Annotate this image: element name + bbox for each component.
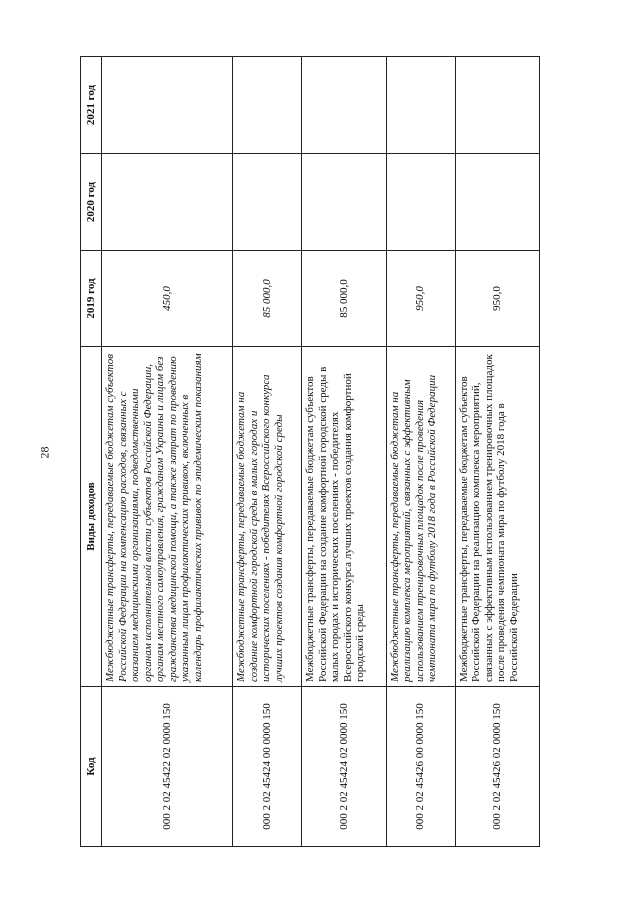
row-value-2020 [102,154,233,251]
row-code: 000 2 02 45422 02 0000 150 [102,687,233,847]
rotated-table-container [80,57,540,847]
row-code: 000 2 02 45426 00 0000 150 [386,687,455,847]
row-value-2019: 950,0 [455,251,539,347]
row-value-2020 [233,154,302,251]
row-value-2021 [386,57,455,154]
row-value-2020 [302,154,386,251]
table-row [455,57,539,847]
header-2020: 2020 год [81,154,102,251]
header-code: Код [81,687,102,847]
row-value-2021 [102,57,233,154]
row-code: 000 2 02 45426 02 0000 150 [455,687,539,847]
table-row [386,57,455,847]
row-value-2020 [455,154,539,251]
row-description: Межбюджетные трансферты, передаваемые бюджетам субъектов Российской Федерации на создание комфортной городской среды в малых городах и исторических поселениях - победителях Всероссийского конкурса лучших проектов создания комфортной городской среды [302,347,386,687]
row-value-2019: 950,0 [386,251,455,347]
row-value-2021 [302,57,386,154]
row-value-2021 [233,57,302,154]
row-description: Межбюджетные трансферты, передаваемые бюджетам на реализацию комплекса мероприятий, связанных с эффективным использованием тренировочных площадок после проведения чемпионата мира по футболу 2018 года в Российской Федерации [386,347,455,687]
header-2019: 2019 год [81,251,102,347]
revenue-table [80,56,540,847]
row-value-2021 [455,57,539,154]
page-number: 28 [37,446,52,459]
row-value-2019: 85 000,0 [302,251,386,347]
table-header-row [81,57,102,847]
row-value-2019: 450,0 [102,251,233,347]
table-row [233,57,302,847]
header-2021: 2021 год [81,57,102,154]
row-description: Межбюджетные трансферты, передаваемые бюджетам субъектов Российской Федерации на реализацию комплекса мероприятий, связанных с эффективным использованием тренировочных площадок после проведения чемпионата мира по футболу 2018 года в Российской Федерации [455,347,539,687]
row-description: Межбюджетные трансферты, передаваемые бюджетам на создание комфортной городской среды в малых городах и исторических поселениях - победителях Всероссийского конкурса лучших проектов создания комфортной городской среды [233,347,302,687]
row-value-2020 [386,154,455,251]
row-description: Межбюджетные трансферты, передаваемые бюджетам субъектов Российской Федерации на компенсацию расходов, связанных с оказанием медицинскими организациями, подведомственными органам исполнительной власти субъектов Российской Федерации, органам местного самоуправления, гражданам Украины и лицам без гражданства медицинской помощи, а также затрат по проведению указанным лицам профилактических прививок, включенных в календарь профилактических прививок по эпидемическим показаниям [102,347,233,687]
row-code: 000 2 02 45424 02 0000 150 [302,687,386,847]
header-revenue-type: Виды доходов [81,347,102,687]
table-row [302,57,386,847]
row-value-2019: 85 000,0 [233,251,302,347]
table-row [102,57,233,847]
row-code: 000 2 02 45424 00 0000 150 [233,687,302,847]
